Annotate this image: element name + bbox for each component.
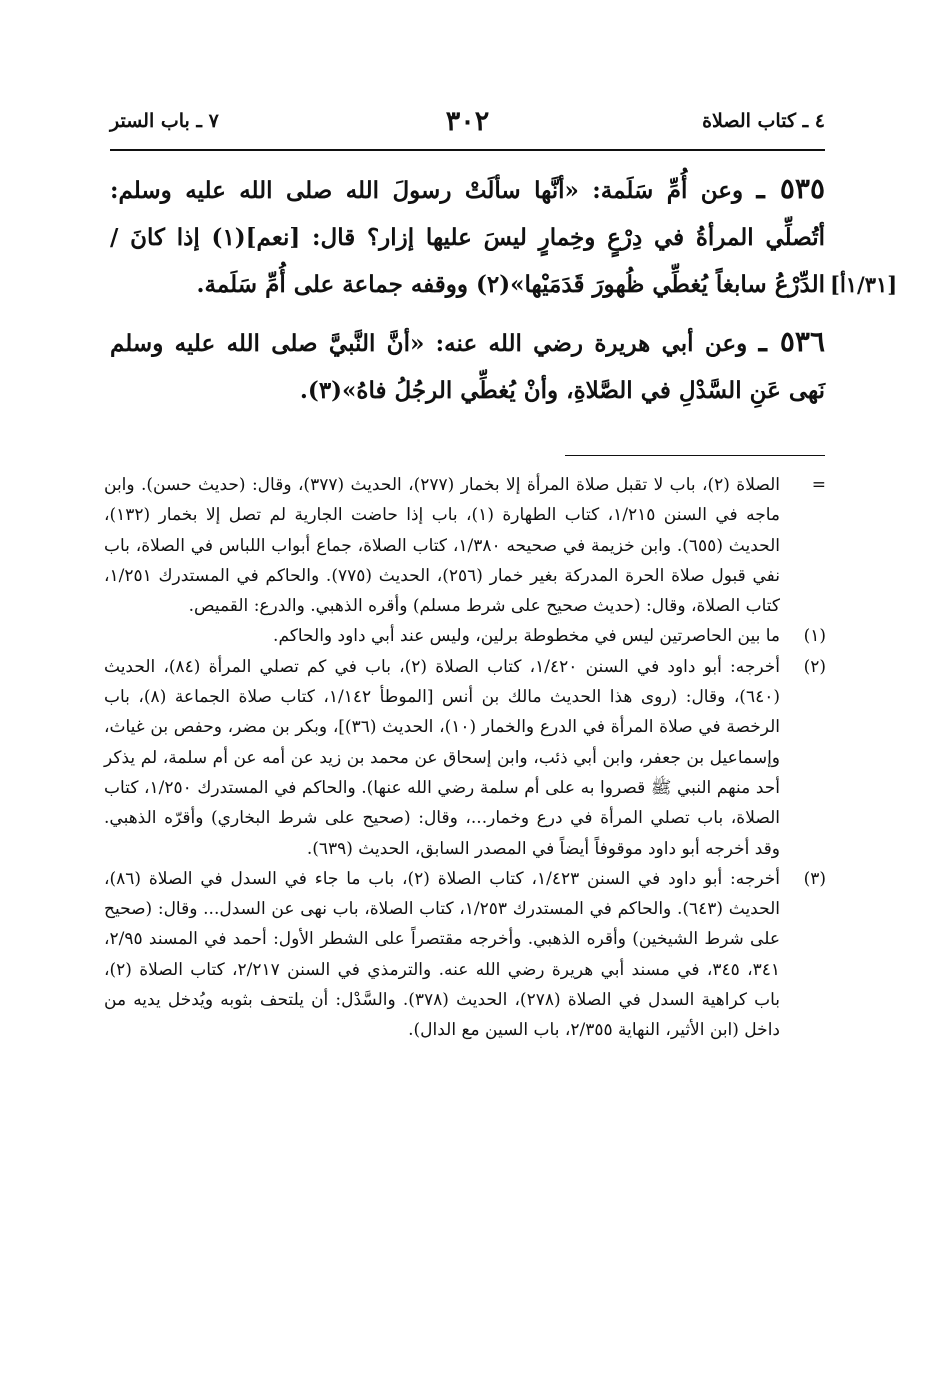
footnote-marker: (٢) xyxy=(803,656,826,677)
manuscript-folio-reference: [١/٣١أ] xyxy=(830,272,898,297)
footnote-continued xyxy=(104,470,826,621)
footnote-2 xyxy=(104,652,826,864)
hadith-number: ٥٣٦ ـ xyxy=(758,325,825,358)
footnote-1 xyxy=(104,621,826,651)
footnote-marker: (١) xyxy=(803,626,826,647)
hadith-text: وعن أبي هريرة رضي الله عنه: «أنَّ النَّبيَّ صلى الله عليه وسلم نَهى عَنِ السَّدْلِ في الصَّلاةِ، وأنْ يُغطِّي الرجُلُ فاهُ»(٣). xyxy=(110,330,825,404)
hadith-536 xyxy=(110,318,825,414)
footnote-marker: (٣) xyxy=(803,868,826,889)
footnote-marker: = xyxy=(811,475,826,495)
header-rule xyxy=(110,149,825,151)
footnote-text: أخرجه: أبو داود في السنن ١/٤٢٠، كتاب الصلاة (٢)، باب في كم تصلي المرأة (٨٤)، الحديث (٦٤٠)، وقال: (روى هذا الحديث مالك بن أنس [الموطأ ١/١٤٢، كتاب صلاة الجماعة (٨)، باب الرخصة في صلاة المرأة في الدرع والخمار (١٠)، الحديث (٣٦)]، وبكر بن مضر، وحفص بن غياث، وإسماعيل بن جعفر، وابن أبي ذئب، وابن إسحاق عن محمد بن زيد عن أمه عن أم سلمة، لم يذكر أحد منهم النبي ﷺ قصروا به على أم سلمة رضي الله عنها). والحاكم في المستدرك ١/٢٥٠، كتاب الصلاة، باب تصلي المرأة في درع وخمار...، وقال: (صحيح على شرط البخاري) وأقرّه الذهبي. وقد أخرجه أبو داود موقوفاً أيضاً في المصدر السابق، الحديث (٦٣٩). xyxy=(104,656,781,859)
hadith-number: ٥٣٥ ـ xyxy=(756,172,825,205)
chapter-title: ٤ ـ كتاب الصلاة xyxy=(702,110,825,132)
section-title: ٧ ـ باب الستر xyxy=(110,110,219,132)
main-text xyxy=(110,165,825,414)
footnotes xyxy=(104,470,826,1046)
page-number: ٣٠٢ xyxy=(445,106,490,137)
running-header xyxy=(110,106,825,148)
footnote-text: ما بين الحاصرتين ليس في مخطوطة برلين، وليس عند أبي داود والحاكم. xyxy=(273,626,780,647)
footnote-3 xyxy=(104,864,826,1046)
hadith-text: وعن أُمِّ سَلَمة: «أنَّها سألَتْ رسولَ الله صلى الله عليه وسلم: أتُصلِّي المرأةُ في دِرْعٍ وخِمارٍ ليسَ عليها إزار؟ قال: [نعم](١) إذا كانَ / الدِّرْعُ سابغاً يُغطِّي ظُهورَ قَدَمَيْها»(٢) ووقفه جماعة على أُمِّ سَلَمة. xyxy=(110,177,825,298)
footnote-rule xyxy=(565,455,825,456)
footnote-text: أخرجه: أبو داود في السنن ١/٤٢٣، كتاب الصلاة (٢)، باب ما جاء في السدل في الصلاة (٨٦)، الحديث (٦٤٣). والحاكم في المستدرك ١/٢٥٣، كتاب الصلاة، باب نهى عن السدل... وقال: (صحيح على شرط الشيخين) وأقره الذهبي. وأخرجه مقتصراً على الشطر الأول: أحمد في المسند ٢/٩٥، ٣٤١، ٣٤٥، في مسند أبي هريرة رضي الله عنه. والترمذي في السنن ٢/٢١٧، كتاب الصلاة (٢)، باب كراهية السدل في الصلاة (٢٧٨)، الحديث (٣٧٨). والسَّدْل: أن يلتحف بثوبه ويُدخل يديه من داخل (ابن الأثير، النهاية ٢/٣٥٥، باب السين مع الدال). xyxy=(104,868,781,1041)
hadith-535 xyxy=(110,165,825,308)
footnote-text: الصلاة (٢)، باب لا تقبل صلاة المرأة إلا بخمار (٢٧٧)، الحديث (٣٧٧)، وقال: (حديث حسن). وابن ماجه في السنن ١/٢١٥، كتاب الطهارة (١)، باب إذا حاضت الجارية لم تصل إلا بخمار (١٣٢)، الحديث (٦٥٥). وابن خزيمة في صحيحه ١/٣٨٠، كتاب الصلاة، جماع أبواب اللباس في الصلاة، باب نفي قبول صلاة الحرة المدركة بغير خمار (٢٥٦)، الحديث (٧٧٥). والحاكم في المستدرك ١/٢٥١، كتاب الصلاة، وقال: (حديث صحيح على شرط مسلم) وأقره الذهبي. والدرع: القميص. xyxy=(104,475,781,617)
